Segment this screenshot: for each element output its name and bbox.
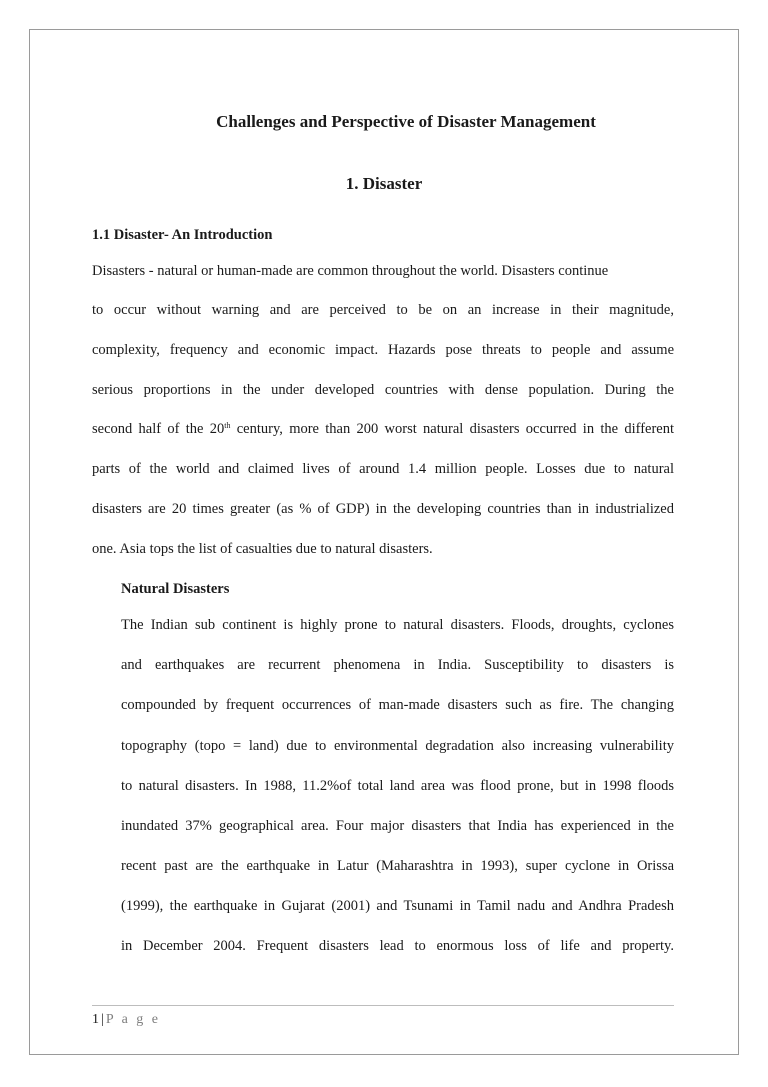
paragraph-line: inundated 37% geographical area. Four major disasters that India has experienced in the: [121, 818, 674, 834]
paragraph-line: and earthquakes are recurrent phenomena in India. Susceptibility to disasters is: [121, 657, 674, 673]
paragraph-line: disasters are 20 times greater (as % of GDP) in the developing countries than in industrialized: [92, 501, 674, 517]
paragraph-line: one. Asia tops the list of casualties due to natural disasters.: [92, 541, 433, 557]
paragraph-line: parts of the world and claimed lives of around 1.4 million people. Losses due to natural: [92, 461, 674, 477]
page-footer: [92, 1012, 161, 1028]
page-number: 1: [92, 1012, 99, 1027]
footer-separator: |: [101, 1012, 104, 1027]
paragraph-line: Disasters - natural or human-made are common throughout the world. Disasters continue: [92, 263, 609, 279]
paragraph-line: The Indian sub continent is highly prone to natural disasters. Floods, droughts, cyclones: [121, 617, 674, 633]
section-heading: 1. Disaster: [345, 174, 423, 193]
natural-disasters-heading: Natural Disasters: [121, 581, 230, 597]
paragraph-line: second half of the 20th century, more than 200 worst natural disasters occurred in the different: [92, 421, 674, 437]
paragraph-line: complexity, frequency and economic impact. Hazards pose threats to people and assume: [92, 342, 674, 358]
paragraph-line: serious proportions in the under developed countries with dense population. During the: [92, 382, 674, 398]
paragraph-line: compounded by frequent occurrences of man-made disasters such as fire. The changing: [121, 697, 674, 713]
paragraph-line: to occur without warning and are perceived to be on an increase in their magnitude,: [92, 302, 674, 318]
paragraph-line: (1999), the earthquake in Gujarat (2001) and Tsunami in Tamil nadu and Andhra Pradesh: [121, 898, 674, 914]
paragraph-line: recent past are the earthquake in Latur (Maharashtra in 1993), super cyclone in Orissa: [121, 858, 674, 874]
paragraph-line: topography (topo = land) due to environmental degradation also increasing vulnerability: [121, 738, 674, 754]
page-label: P a g e: [105, 1012, 161, 1027]
paragraph-line: to natural disasters. In 1988, 11.2%of total land area was flood prone, but in 1998 floods: [121, 778, 674, 794]
footer-rule: [92, 1005, 674, 1006]
subsection-heading: 1.1 Disaster- An Introduction: [92, 227, 273, 243]
paragraph-line: in December 2004. Frequent disasters lead to enormous loss of life and property.: [121, 938, 674, 954]
document-title: Challenges and Perspective of Disaster Management: [216, 112, 596, 131]
